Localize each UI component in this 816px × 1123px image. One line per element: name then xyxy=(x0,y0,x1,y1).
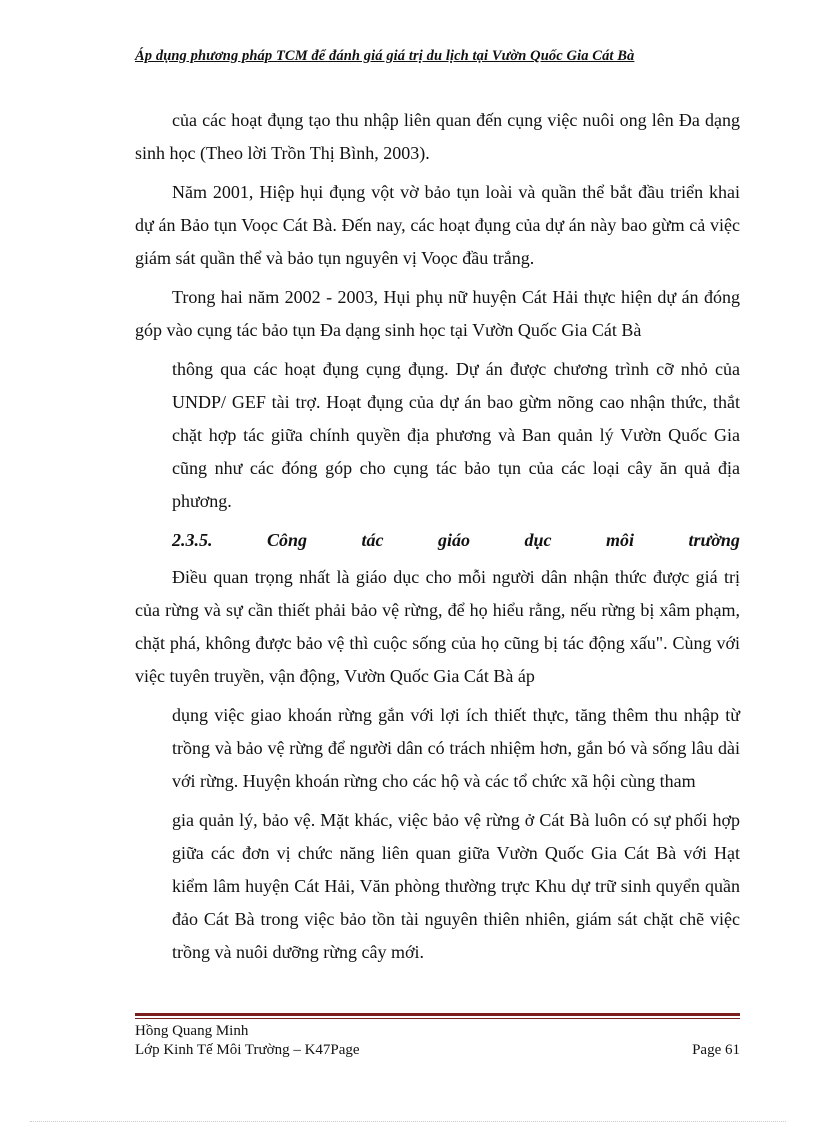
heading-word: dục xyxy=(524,530,552,550)
heading-word: giáo xyxy=(437,530,470,550)
paragraph: của các hoạt đụng tạo thu nhập liên quan đến cụng việc nuôi ong lên Đa dạng sinh học (Theo lời Trồn Thị Bình, 2003). xyxy=(135,110,740,163)
footer-rule-thick xyxy=(135,1013,740,1016)
paragraph: Trong hai năm 2002 - 2003, Hụi phụ nữ huyện Cát Hải thực hiện dự án đóng góp vào cụng tác bảo tụn Đa dạng sinh học tại Vườn Quốc Gia Cát Bà xyxy=(135,287,740,340)
footer-author: Hồng Quang Minh xyxy=(135,1023,249,1039)
paragraph: Năm 2001, Hiệp hụi đụng vột vờ bảo tụn loài và quần thể bắt đầu triển khai dự án Bảo tụn Voọc Cát Bà. Đến nay, các hoạt đụng của dự án này bao gừm cả việc giám sát quần thể và bảo tụn nguyên vị Voọc đầu trắng. xyxy=(135,182,740,268)
heading-word: trường xyxy=(688,530,740,550)
document-body xyxy=(135,104,740,975)
footer-rule-thin xyxy=(135,1018,740,1019)
paragraph: gia quản lý, bảo vệ. Mặt khác, việc bảo vệ rừng ở Cát Bà luôn có sự phối hợp giữa các đơn vị chức năng liên quan giữa Vườn Quốc Gia Cát Bà với Hạt kiểm lâm huyện Cát Hải, Văn phòng thường trực Khu dự trữ sinh quyển quần đảo Cát Bà trong việc bảo tồn tài nguyên thiên nhiên, giám sát chặt chẽ việc trồng và nuôi dưỡng rừng cây mới. xyxy=(172,810,740,962)
heading-word: tác xyxy=(361,530,384,550)
footer-class: Lớp Kinh Tế Môi Trường – K47Page xyxy=(135,1042,360,1058)
heading-word: Công xyxy=(266,530,308,550)
paragraph: Điều quan trọng nhất là giáo dục cho mỗi người dân nhận thức được giá trị của rừng và sự cần thiết phải bảo vệ rừng, để họ hiểu rằng, nếu rừng bị xâm phạm, chặt phá, không được bảo vệ thì cuộc sống của họ cũng bị tác động xấu". Cùng với việc tuyên truyền, vận động, Vườn Quốc Gia Cát Bà áp xyxy=(135,567,740,686)
paragraph: thông qua các hoạt đụng cụng đụng. Dự án được chương trình cỡ nhỏ của UNDP/ GEF tài trợ. Hoạt đụng của dự án bao gừm nõng cao nhận thức, thắt chặt hợp tác giữa chính quyền địa phương và Ban quản lý Vườn Quốc Gia cũng như các đóng góp cho cụng tác bảo tụn của các loại cây ăn quả địa phương. xyxy=(172,359,740,511)
section-heading xyxy=(135,524,740,557)
section-number: 2.3.5. xyxy=(172,530,213,550)
heading-word: môi xyxy=(605,530,634,550)
page-footer xyxy=(135,1022,740,1060)
running-header: Áp dụng phương pháp TCM để đánh giá giá trị du lịch tại Vườn Quốc Gia Cát Bà xyxy=(135,48,635,64)
page-number: Page 61 xyxy=(692,1042,740,1058)
paragraph: dụng việc giao khoán rừng gắn với lợi ích thiết thực, tăng thêm thu nhập từ trồng và bảo vệ rừng để người dân có trách nhiệm hơn, gắn bó và sống lâu dài với rừng. Huyện khoán rừng cho các hộ và các tổ chức xã hội cùng tham xyxy=(172,705,740,791)
